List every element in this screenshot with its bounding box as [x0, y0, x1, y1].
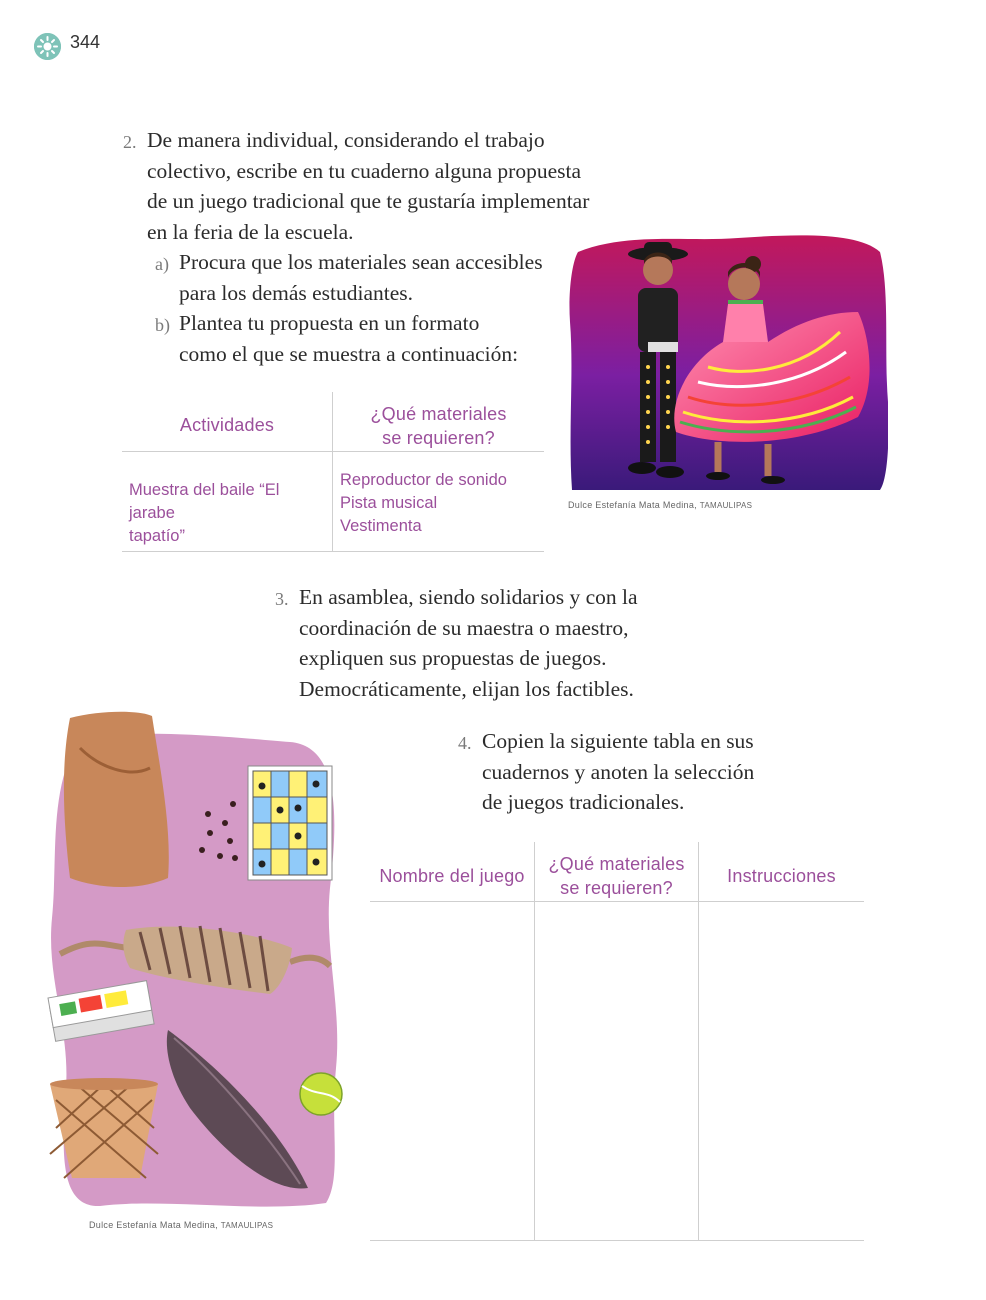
step-4-line: cuadernos y anoten la selección: [482, 759, 755, 784]
credit-name: Dulce Estefanía Mata Medina,: [89, 1220, 218, 1230]
image-credit: [568, 500, 752, 510]
materials-cell: [340, 469, 540, 538]
table-divider: [122, 551, 544, 552]
column-header-instructions: Instrucciones: [727, 866, 836, 886]
material-item: Vestimenta: [340, 517, 422, 535]
traditional-games-illustration: [40, 708, 350, 1218]
header-line: se requieren?: [560, 878, 673, 898]
step-2: [123, 125, 617, 247]
step-4-line: de juegos tradicionales.: [482, 790, 685, 814]
column-header-activities: Actividades: [179, 415, 275, 435]
credit-state: TAMAULIPAS: [220, 1221, 274, 1230]
page-number: 344: [70, 32, 101, 52]
step-3-number: 3.: [275, 589, 289, 609]
header-line: se requieren?: [382, 428, 495, 448]
step-3-line: En asamblea, siendo solidarios y con la: [299, 585, 638, 609]
column-header-materials: [535, 852, 698, 900]
step-4: [458, 726, 842, 818]
sub-b-line: Plantea tu propuesta en un formato: [179, 311, 480, 335]
activity-line: Muestra del baile “El jarabe: [129, 481, 280, 522]
step-2-sub-a: [155, 247, 579, 308]
table-divider: [370, 1240, 864, 1241]
header-line: ¿Qué materiales: [370, 404, 507, 424]
material-item: Pista musical: [340, 494, 438, 512]
table-divider: [370, 901, 864, 902]
sub-a-letter: a): [155, 254, 169, 274]
credit-state: TAMAULIPAS: [699, 501, 753, 510]
step-3-line: Democráticamente, elijan los factibles.: [299, 676, 634, 701]
step-2-number: 2.: [123, 132, 137, 152]
step-3-line: coordinación de su maestra o maestro,: [299, 615, 629, 640]
step-4-number: 4.: [458, 733, 472, 753]
header-line: ¿Qué materiales: [548, 854, 685, 874]
column-header-game-name: Nombre del juego: [379, 866, 525, 886]
sun-badge-icon: [34, 33, 61, 60]
step-2-line: de un juego tradicional que te gustaría implementar: [147, 189, 590, 213]
dance-illustration: [568, 232, 888, 494]
material-item: Reproductor de sonido: [340, 471, 507, 489]
activity-line: tapatío”: [129, 527, 185, 545]
image-credit: [89, 1220, 273, 1230]
step-2-line: en la feria de la escuela.: [147, 219, 354, 244]
sub-a-line: para los demás estudiantes.: [179, 280, 414, 305]
table-divider: [122, 451, 544, 452]
example-table: [122, 392, 544, 554]
step-2-line: De manera individual, considerando el trabajo: [147, 128, 545, 152]
sub-a-line: Procura que los materiales sean accesibles: [179, 250, 543, 274]
sub-b-line: como el que se muestra a continuación:: [179, 341, 519, 366]
column-header-materials: [333, 402, 544, 450]
activity-cell: [129, 479, 329, 548]
step-3-line: expliquen sus propuestas de juegos.: [299, 646, 607, 670]
step-4-line: Copien la siguiente tabla en sus: [482, 729, 754, 753]
sub-b-letter: b): [155, 315, 170, 335]
step-3: [275, 582, 719, 704]
games-table: [370, 842, 864, 1242]
credit-name: Dulce Estefanía Mata Medina,: [568, 500, 697, 510]
step-2-line: colectivo, escribe en tu cuaderno alguna propuesta: [147, 158, 581, 183]
step-2-sub-b: [155, 308, 579, 369]
